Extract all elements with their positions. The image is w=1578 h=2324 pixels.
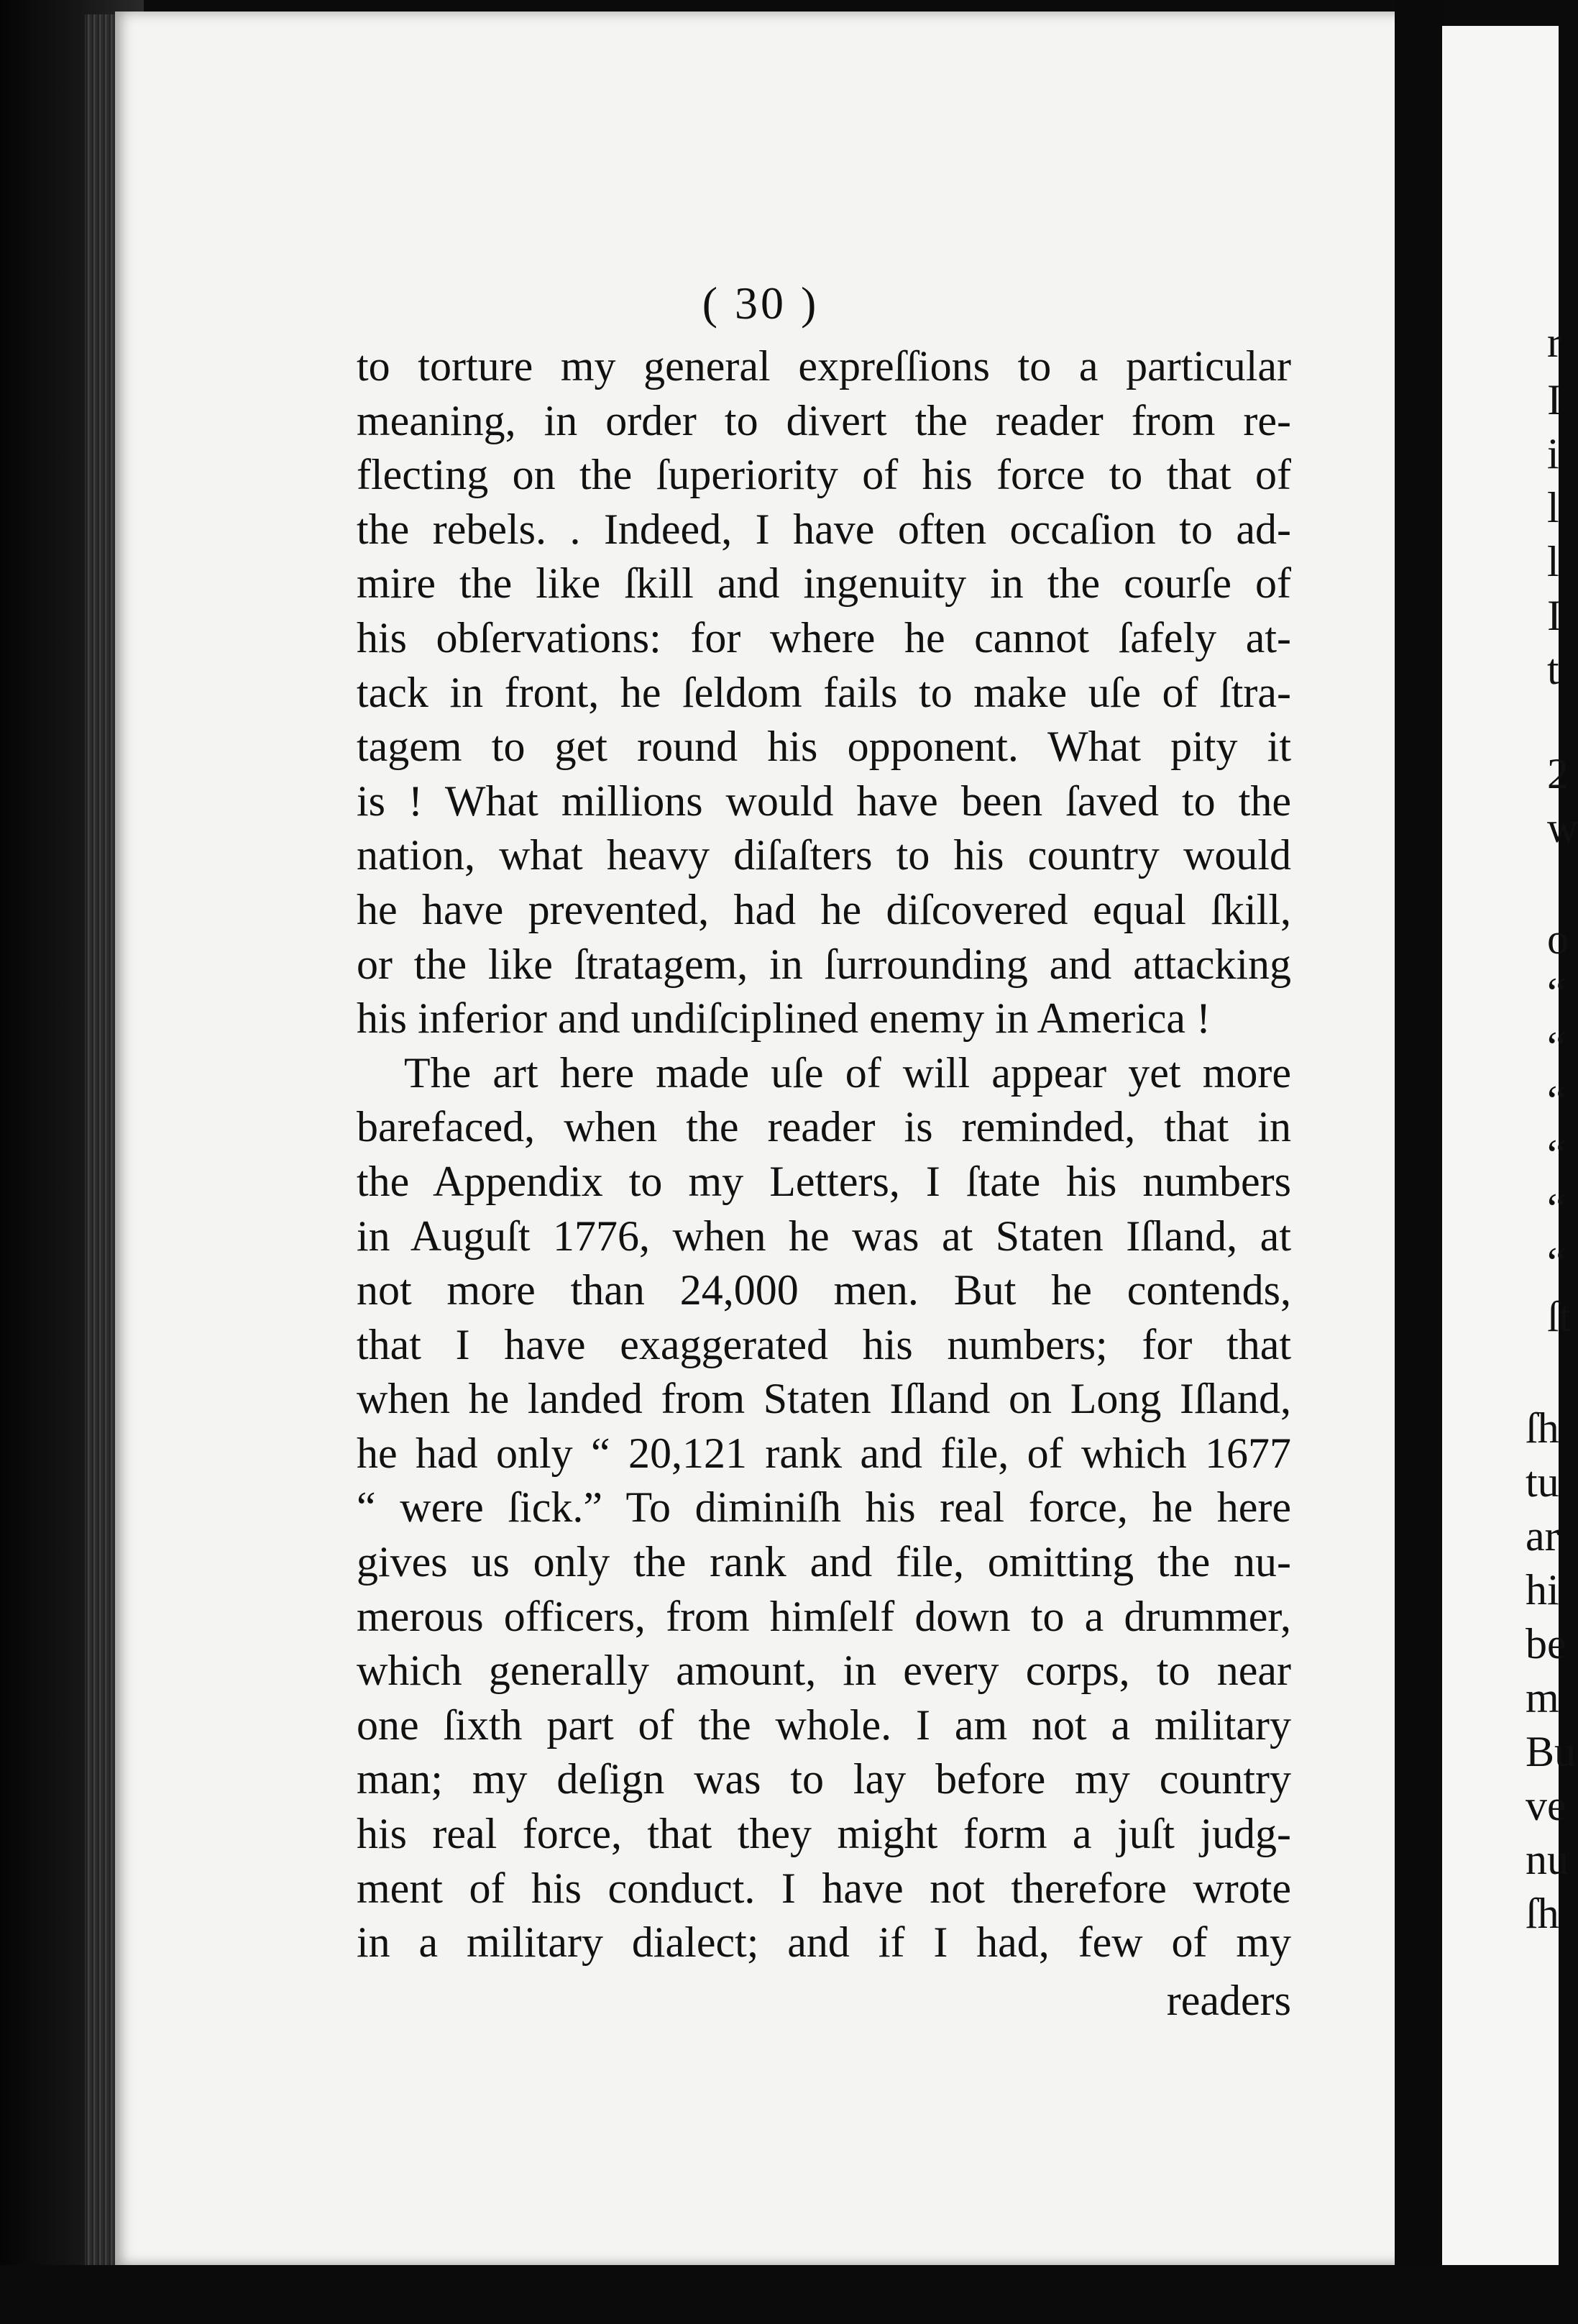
text-line: he have prevented, had he diſcovered equal ſkill, [357, 885, 1291, 933]
next-page-fragment: tu [1526, 1458, 1559, 1506]
text-line: ment of his conduct. I have not therefore wrote [357, 1864, 1291, 1912]
text-line: merous officers, from himſelf down to a drummer, [357, 1592, 1291, 1640]
text-line: is ! What millions would have been ſaved to the [357, 777, 1291, 825]
next-page-fragment: I [1547, 592, 1561, 639]
text-line: in a military dialect; and if I had, few of my [357, 1918, 1291, 1967]
text-line: in Auguſt 1776, when he was at Staten Iſland, at [357, 1212, 1291, 1260]
text-line: that I have exaggerated his numbers; for that [357, 1320, 1291, 1368]
text-line: meaning, in order to divert the reader from re- [357, 396, 1291, 444]
text-line: to torture my general expreſſions to a particular [357, 342, 1291, 390]
next-page-fragment: “ [1547, 1131, 1566, 1179]
next-page-fragment: “ [1547, 1239, 1566, 1286]
text-line: barefaced, when the reader is reminded, that in [357, 1103, 1291, 1151]
next-page-fragment: I [1547, 376, 1561, 424]
next-page-fragment: nu [1526, 1836, 1569, 1883]
next-page-fragment: 2 [1547, 750, 1569, 797]
text-line: man; my deſign was to lay before my country [357, 1755, 1291, 1803]
text-line: nation, what heavy diſaſters to his country would [357, 831, 1291, 879]
text-line: flecting on the ſuperiority of his force to that of [357, 451, 1291, 499]
text-line: gives us only the rank and file, omitting the nu- [357, 1538, 1291, 1586]
page-divider [1395, 0, 1445, 2324]
next-page-fragment: be [1526, 1620, 1566, 1667]
next-page-fragment: “ [1547, 1185, 1566, 1232]
text-line: not more than 24,000 men. But he contends, [357, 1266, 1291, 1314]
text-line: the rebels. . Indeed, I have often occaſion to ad- [357, 505, 1291, 553]
next-page-fragment: m [1526, 1674, 1559, 1721]
next-page-fragment: “ [1547, 969, 1566, 1017]
next-page-fragment: r [1547, 319, 1561, 366]
paragraph-start-line: The art here made uſe of will appear yet more [404, 1048, 1291, 1097]
text-line: his inferior and undiſciplined enemy in America ! [357, 994, 1211, 1043]
scan-border-bottom [0, 2265, 1559, 2324]
text-line: he had only “ 20,121 rank and file, of which 1677 [357, 1429, 1291, 1477]
text-line: which generally amount, in every corps, to near [357, 1647, 1291, 1695]
text-line: one ſixth part of the whole. I am not a military [357, 1701, 1291, 1749]
text-line: “ were ſick.” To diminiſh his real force, he here [357, 1483, 1291, 1532]
catchword: readers [1166, 1977, 1291, 2024]
text-line: mire the like ſkill and ingenuity in the courſe of [357, 559, 1291, 608]
next-page-fragment: “ [1547, 1077, 1566, 1125]
page-edges [85, 14, 118, 2265]
text-line: tagem to get round his opponent. What pity it [357, 723, 1291, 771]
next-page-fragment: hi [1526, 1566, 1559, 1614]
next-page-fragment: Bu [1526, 1728, 1577, 1775]
text-line: tack in front, he ſeldom fails to make uſe of ſtra- [357, 668, 1291, 716]
text-line: his real force, that they might form a juſt judg- [357, 1810, 1291, 1858]
next-page-fragment: w [1547, 804, 1578, 851]
next-page-edge [1442, 26, 1578, 2291]
next-page-fragment: ve [1526, 1782, 1566, 1829]
next-page-fragment: “ [1547, 1023, 1566, 1071]
page-number: ( 30 ) [702, 278, 820, 329]
text-line: or the like ſtratagem, in ſurrounding and attacking [357, 940, 1291, 988]
next-page-fragment: t [1547, 646, 1559, 693]
text-line: when he landed from Staten Iſland on Long Iſland, [357, 1375, 1291, 1423]
text-line: his obſervations: for where he cannot ſafely at- [357, 613, 1291, 662]
text-line: the Appendix to my Letters, I ſtate his numbers [357, 1157, 1291, 1205]
next-page-fragment: o [1547, 915, 1569, 963]
body-text [357, 339, 1291, 1970]
next-page-fragment: i [1547, 430, 1559, 477]
next-page-fragment: ſh [1526, 1890, 1559, 1937]
next-page-fragment: ſt [1547, 1293, 1572, 1340]
next-page-fragment: ſh [1526, 1404, 1559, 1452]
next-page-fragment: ar [1526, 1512, 1559, 1560]
next-page-fragment: l [1547, 538, 1559, 585]
next-page-fragment: l [1547, 484, 1559, 531]
